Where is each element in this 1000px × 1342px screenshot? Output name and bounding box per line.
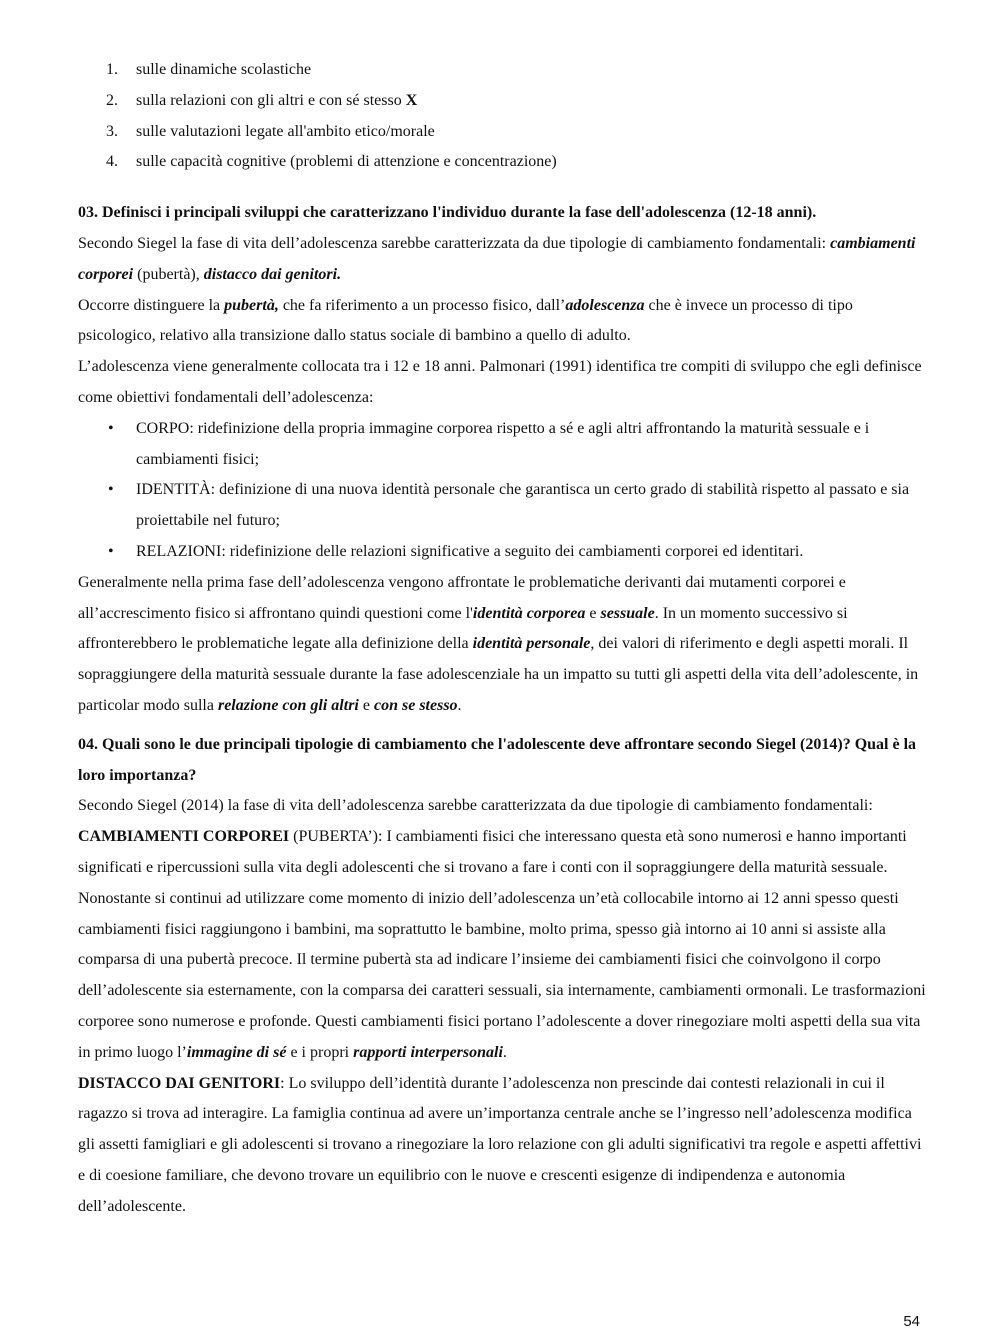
list-number: 4. (106, 153, 118, 171)
text-run: (pubertà), (133, 265, 204, 283)
emphasis-text: sessuale (600, 604, 655, 622)
section-label: DISTACCO DAI GENITORI (78, 1074, 281, 1092)
list-item (78, 147, 928, 178)
list-item (78, 414, 928, 476)
list-item-text: IDENTITÀ: definizione di una nuova identità personale che garantisca un certo grado di stabilità rispetto al passato e sia proiettabile nel futuro; (136, 481, 910, 530)
emphasis-text: identità personale (472, 635, 591, 653)
page-number: 54 (903, 1313, 920, 1330)
bullet-icon: • (108, 542, 114, 560)
text-run: . In un momento successivo si affronterebbero le problematiche legate alla definizione della (78, 604, 848, 653)
text-run: e i propri (286, 1043, 354, 1061)
list-number: 2. (106, 91, 118, 109)
bullet-icon: • (108, 481, 114, 499)
q04-paragraph-3 (78, 1069, 928, 1223)
emphasis-text: identità corporea (472, 604, 586, 622)
emphasis-text: immagine di sé (186, 1043, 287, 1061)
text-run: Occorre distinguere la (78, 296, 225, 314)
list-item (78, 55, 928, 86)
list-item-text: sulle capacità cognitive (problemi di attenzione e concentrazione) (136, 153, 557, 171)
bullet-icon: • (108, 419, 114, 437)
text-run: e (358, 696, 374, 714)
text-run: che è invece un processo di tipo psicologico, relativo alla transizione dallo status sociale di bambino a quello di adulto. (78, 296, 853, 345)
text-run: (PUBERTA’): I cambiamenti fisici che interessano questa età sono numerosi e hanno importanti significati e ripercussioni sulla vita degli adolescenti che si trovano a fare i conti con il sopraggiungere della maturità sessuale. Nonostante si continui ad utilizzare come momento di inizio dell’adolescenza un’età collocabile intorno ai 12 anni spesso questi cambiamenti fisici raggiungono i bambini, ma soprattutto le bambine, molto prima, spesso già intorno ai 10 anni si assiste alla comparsa di una pubertà precoce. Il termine pubertà sta ad indicare l’insieme dei cambiamenti fisici che coinvolgono il corpo dell’adolescente sia esternamente, con la comparsa dei caratteri sessuali, sia internamente, cambiamenti ormonali. Le trasformazioni corporee sono numerose e profonde. Questi cambiamenti fisici portano l’adolescente a dover rinegoziare molti aspetti della sua vita in primo luogo l’ (78, 828, 926, 1061)
text-run: che fa riferimento a un processo fisico, dall’ (278, 296, 566, 314)
list-item (78, 86, 928, 117)
list-item (78, 475, 928, 537)
page-content (78, 55, 928, 1222)
text-run: , dei valori di riferimento e degli aspetti morali. Il sopraggiungere della maturità sessuale durante la fase adolescenziale ha un impatto su tutti gli aspetti della vita dell’adolescente, in particolar modo sulla (78, 635, 919, 714)
q03-paragraph-4 (78, 568, 928, 722)
text-run: . (457, 696, 462, 714)
development-tasks-list (78, 414, 928, 568)
text-run: Generalmente nella prima fase dell’adolescenza vengono affrontate le problematiche derivanti dai mutamenti corporei e all’accrescimento fisico si affrontano quindi questioni come l' (78, 573, 846, 622)
text-run: : Lo sviluppo dell’identità durante l’adolescenza non prescinde dai contesti relazionali in cui il ragazzo si trova ad interagire. La famiglia continua ad avere un’importanza centrale anche se l’ingresso nell’adolescenza modifica gli assetti famigliari e gli adolescenti si trovano a rinegoziare la loro relazione con gli adulti significativi tra regole e aspetti affettivi e di coesione familiare, che devono trovare un equilibrio con le nuove e crescenti esigenze di indipendenza e autonomia dell’adolescente. (78, 1074, 922, 1215)
question-03-title: 03. Definisci i principali sviluppi che caratterizzano l'individuo durante la fase dell'adolescenza (12-18 anni). (78, 204, 817, 222)
emphasis-text: adolescenza (565, 296, 645, 314)
answer-mark: X (405, 91, 418, 109)
list-number: 1. (106, 61, 118, 78)
text-run: Secondo Siegel la fase di vita dell’adolescenza sarebbe caratterizzata da due tipologie di cambiamento fondamentali: (78, 234, 831, 252)
emphasis-text: con se stesso (373, 696, 458, 714)
text-run: . (502, 1043, 507, 1061)
emphasis-text: rapporti interpersonali (353, 1043, 503, 1061)
emphasis-text: pubertà, (224, 296, 279, 314)
list-item-text: sulle dinamiche scolastiche (136, 61, 312, 78)
emphasis-text: relazione con gli altri (217, 696, 359, 714)
text-run: e (585, 604, 601, 622)
q04-paragraph-1: Secondo Siegel (2014) la fase di vita dell’adolescenza sarebbe caratterizzata da due tipologie di cambiamento fondamentali: (78, 797, 873, 815)
q04-paragraph-2 (78, 822, 928, 1068)
q03-paragraph-3: L’adolescenza viene generalmente collocata tra i 12 e 18 anni. Palmonari (1991) identifica tre compiti di sviluppo che egli definisce come obiettivi fondamentali dell’adolescenza: (78, 358, 922, 406)
question-04-title: 04. Quali sono le due principali tipologie di cambiamento che l'adolescente deve affrontare secondo Siegel (2014)? Qual è la loro importanza? (78, 735, 917, 784)
list-number: 3. (106, 122, 118, 140)
section-label: CAMBIAMENTI CORPOREI (78, 828, 290, 846)
q03-paragraph-2 (78, 291, 928, 353)
list-item-text: sulle valutazioni legate all'ambito etico/morale (136, 122, 435, 140)
list-item (78, 537, 928, 568)
list-item-text: CORPO: ridefinizione della propria immagine corporea rispetto a sé e agli altri affrontando la maturità sessuale e i cambiamenti fisici; (136, 419, 870, 468)
list-item (78, 117, 928, 148)
emphasis-text: distacco dai genitori. (203, 265, 342, 283)
emphasis-text: cambiamenti corporei (78, 234, 916, 283)
q03-paragraph-1 (78, 229, 928, 291)
answer-options-list (78, 55, 928, 178)
list-item-text: sulla relazioni con gli altri e con sé stesso (136, 91, 406, 109)
list-item-text: RELAZIONI: ridefinizione delle relazioni significative a seguito dei cambiamenti corporei ed identitari. (136, 542, 804, 560)
